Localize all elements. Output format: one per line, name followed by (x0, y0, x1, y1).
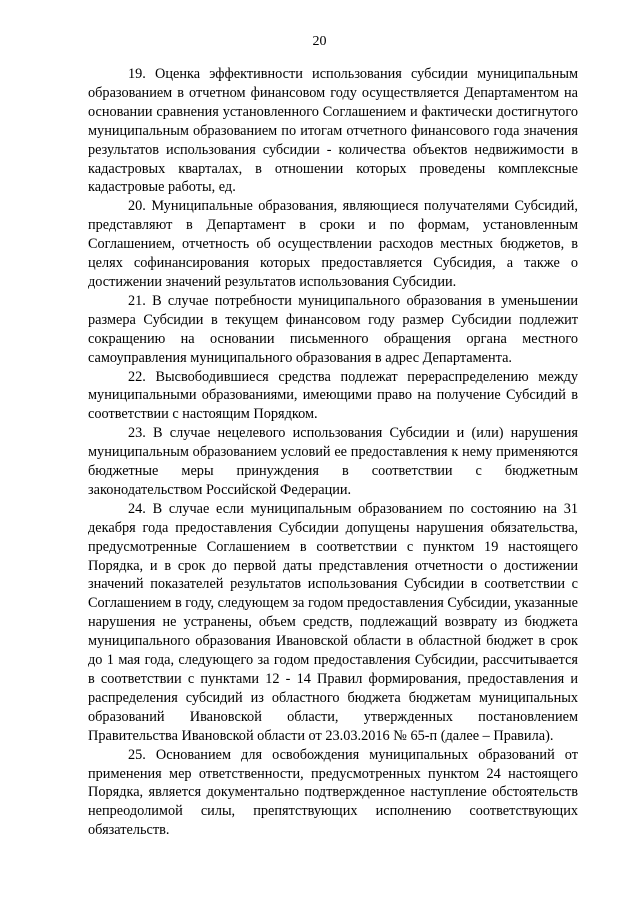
paragraph-19: 19. Оценка эффективности использования субсидии муниципальным образованием в отчетном финансовом году осуществляется Департаментом на основании сравнения установленного Соглашением и фактически достигнутого муниципальным образованием по итогам отчетного финансового года значения результатов использования субсидии - количества объектов недвижимости в кадастровых кварталах, в отношении которых проведены комплексные кадастровые работы, ед. (88, 66, 578, 196)
document-body (88, 65, 578, 840)
paragraph-20: 20. Муниципальные образования, являющиеся получателями Субсидий, представляют в Департамент в сроки и по формам, установленным Соглашением, отчетность об осуществлении расходов местных бюджетов, в целях софинансирования которых предоставляется Субсидия, а также о достижении значений результатов использования Субсидии. (88, 198, 578, 290)
page-number: 20 (312, 34, 327, 49)
paragraph-23: 23. В случае нецелевого использования Субсидии и (или) нарушения муниципальным образованием условий ее предоставления к нему применяются бюджетные меры принуждения в соответствии с бюджетным законодательством Российской Федерации. (88, 425, 578, 498)
paragraph-24: 24. В случае если муниципальным образованием по состоянию на 31 декабря года предоставления Субсидии допущены нарушения обязательства, предусмотренные Соглашением в соответствии с пунктом 19 настоящего Порядка, и в срок до первой даты представления отчетности о достижении значений показателей результатов использования Субсидии в соответствии с Соглашением в году, следующем за годом предоставления Субсидии, указанные нарушения не устранены, объем средств, подлежащий возврату из бюджета муниципального образования Ивановской области в областной бюджет в срок до 1 мая года, следующего за годом предоставления Субсидии, рассчитывается в соответствии с пунктами 12 - 14 Правил формирования, предоставления и распределения субсидий из областного бюджета бюджетам муниципальных образований Ивановской области, утвержденных постановлением Правительства Ивановской области от 23.03.2016 № 65-п (далее – Правила). (88, 500, 578, 744)
paragraph-25: 25. Основанием для освобождения муниципальных образований от применения мер ответственности, предусмотренных пунктом 24 настоящего Порядка, является документально подтвержденное наступление обстоятельств непреодолимой силы, препятствующих исполнению соответствующих обязательств. (88, 746, 578, 839)
paragraph-22: 22. Высвободившиеся средства подлежат перераспределению между муниципальными образованиями, имеющими право на получение Субсидий в соответствии с настоящим Порядком. (88, 368, 578, 423)
paragraph-21: 21. В случае потребности муниципального образования в уменьшении размера Субсидии в текущем финансовом году размер Субсидии подлежит сокращению на основании письменного обращения органа местного самоуправления муниципального образования в адрес Департамента. (88, 292, 578, 366)
